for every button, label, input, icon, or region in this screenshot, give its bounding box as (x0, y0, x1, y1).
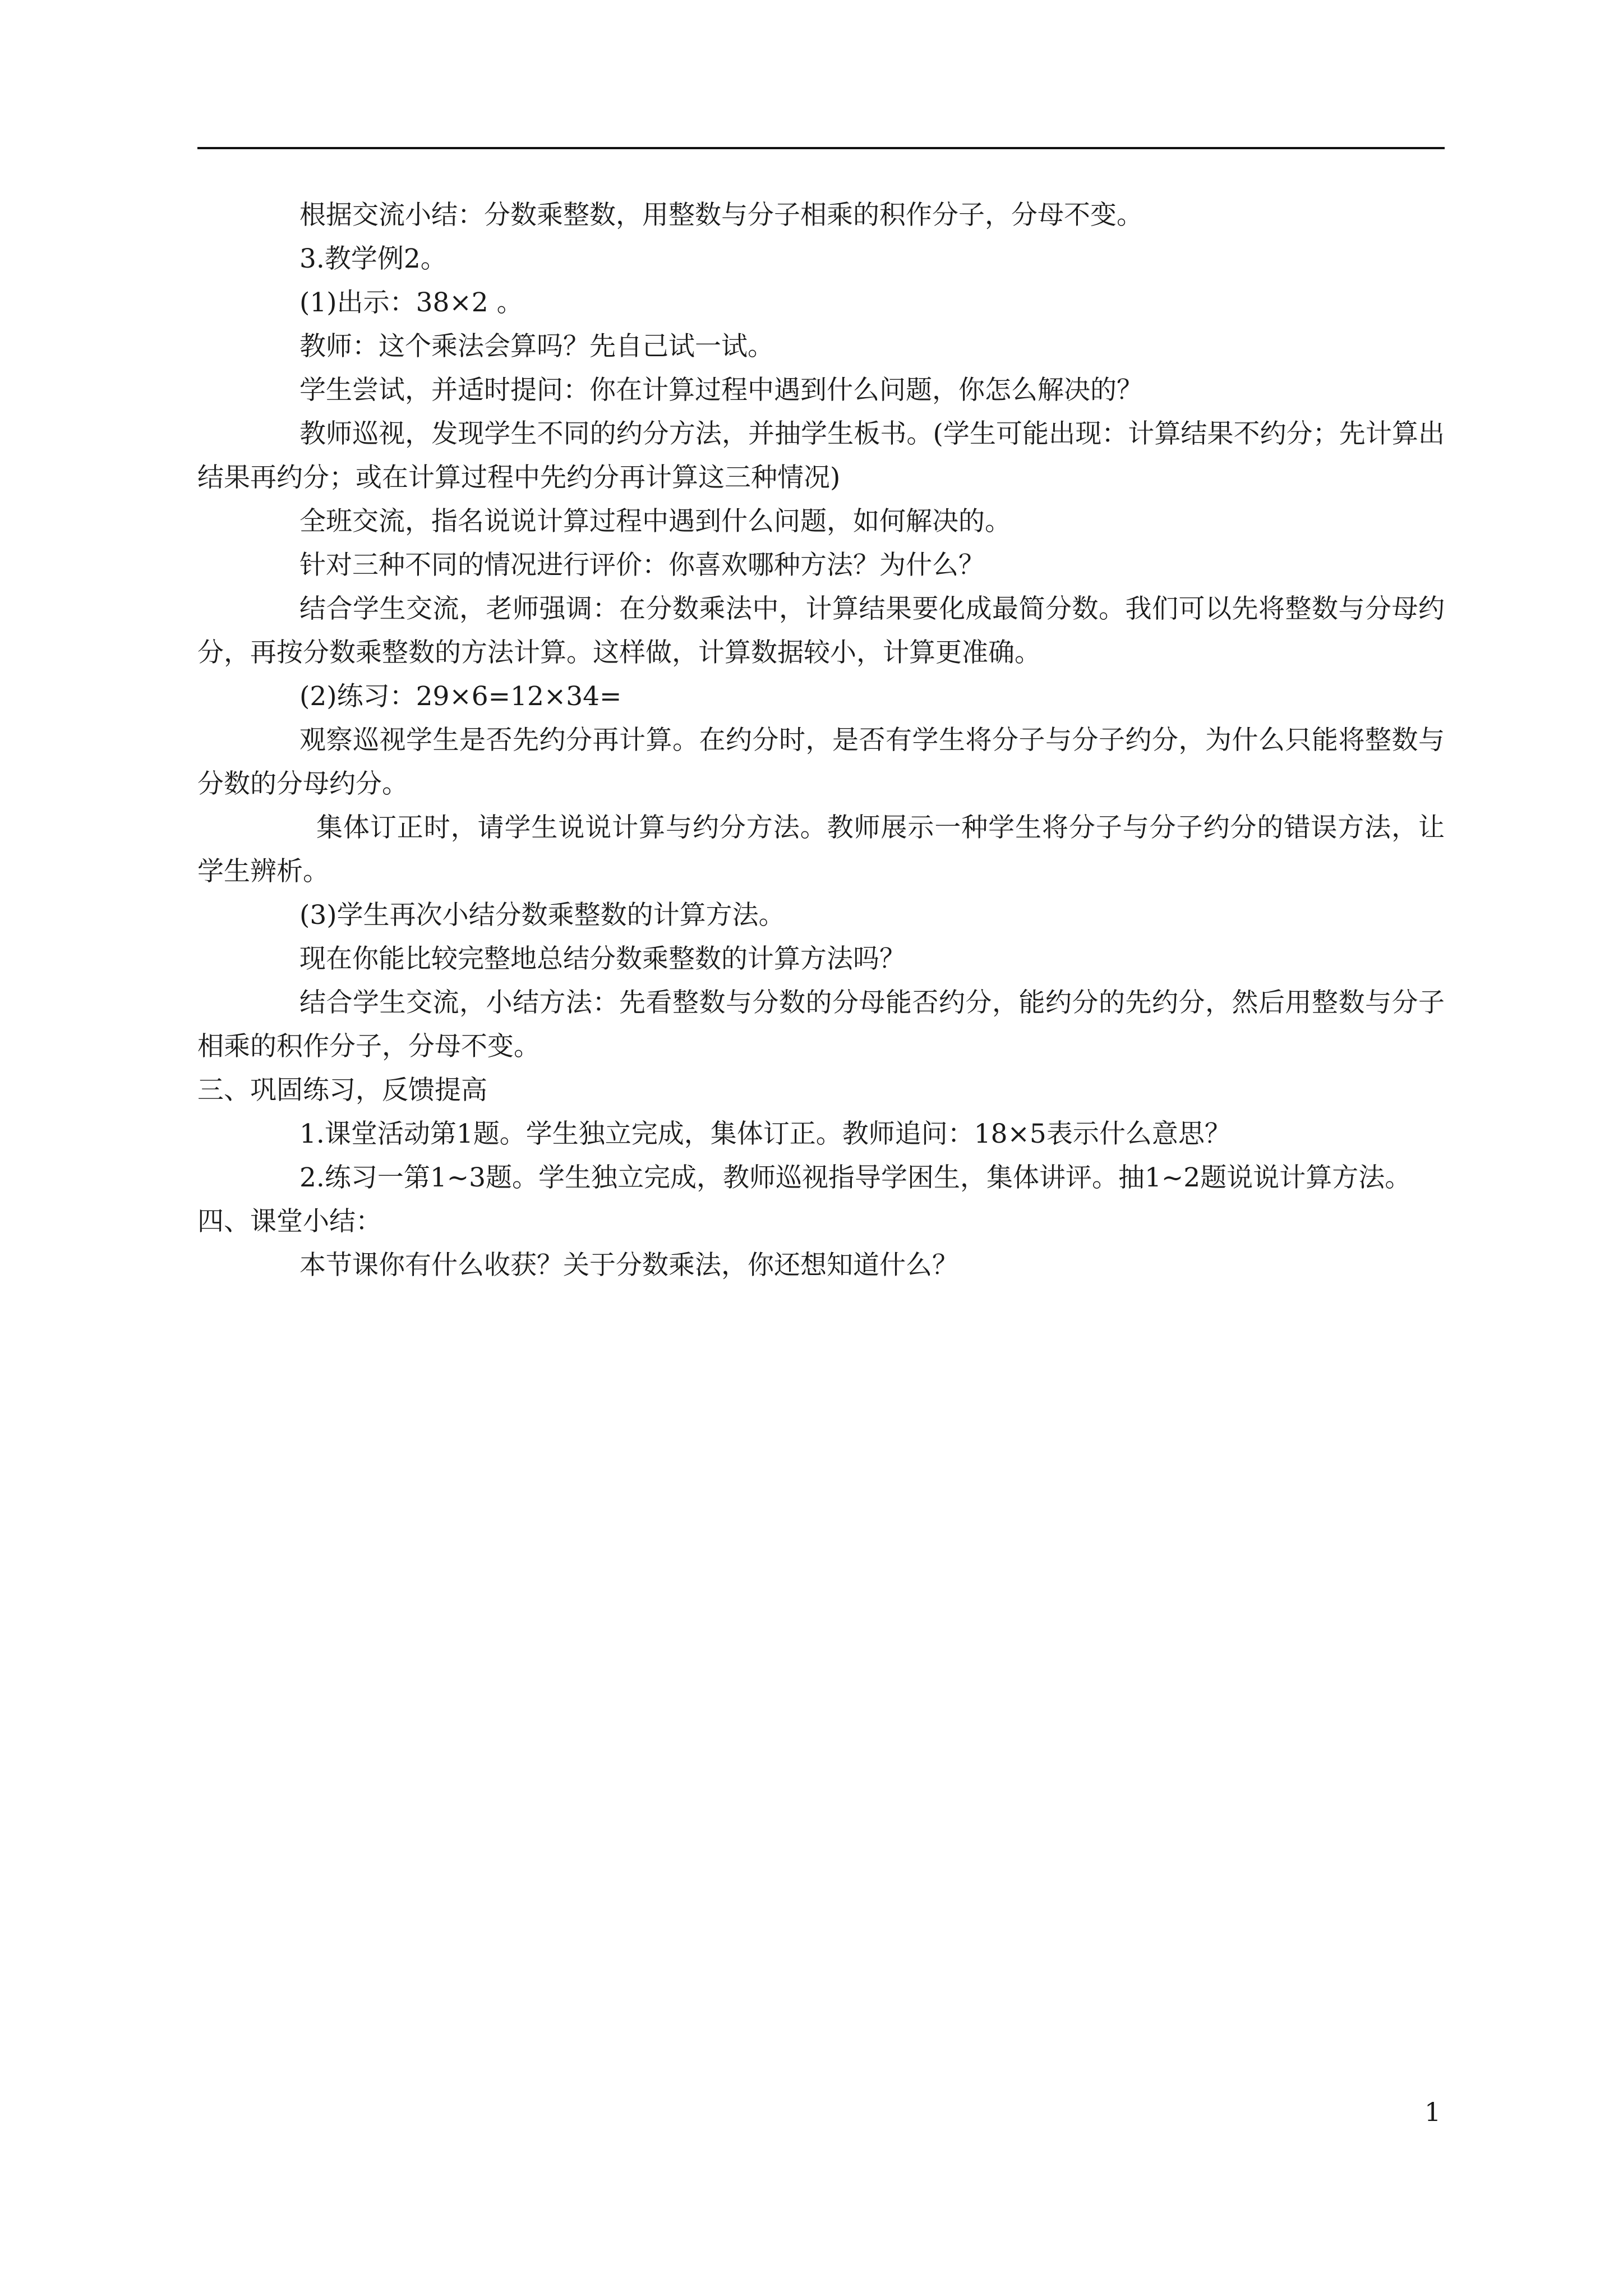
section-heading: 四、课堂小结： (197, 1206, 382, 1237)
section-heading: 三、巩固练习，反馈提高 (197, 1075, 487, 1106)
paragraph: 学生尝试，并适时提问：你在计算过程中遇到什么问题，你怎么解决的？ (299, 375, 1143, 406)
paragraph: 集体订正时，请学生说说计算与约分方法。教师展示一种学生将分子与分子约分的错误方法，让学生辨析。 (197, 812, 1445, 887)
paragraph: 针对三种不同的情况进行评价：你喜欢哪种方法？为什么？ (299, 550, 985, 581)
paragraph: (3)学生再次小结分数乘整数的计算方法。 (299, 900, 785, 931)
paragraph: 教师：这个乘法会算吗？先自己试一试。 (299, 331, 774, 362)
paragraph: 教师巡视，发现学生不同的约分方法，并抽学生板书。(学生可能出现：计算结果不约分；先计算出结果再约分；或在计算过程中先约分再计算这三种情况) (197, 418, 1445, 493)
header-rule (197, 147, 1445, 149)
paragraph: 现在你能比较完整地总结分数乘整数的计算方法吗？ (299, 944, 906, 974)
paragraph: 1.课堂活动第1题。学生独立完成，集体订正。教师追问：18×5表示什么意思？ (299, 1119, 1231, 1149)
document-body (197, 194, 1445, 1287)
paragraph: 根据交流小结：分数乘整数，用整数与分子相乘的积作分子，分母不变。 (299, 200, 1143, 231)
page-number: 1 (1424, 2097, 1441, 2127)
paragraph: 结合学生交流，小结方法：先看整数与分数的分母能否约分，能约分的先约分，然后用整数与分子相乘的积作分子，分母不变。 (197, 987, 1445, 1062)
paragraph: 全班交流，指名说说计算过程中遇到什么问题，如何解决的。 (299, 506, 1011, 537)
paragraph: 2.练习一第1~3题。学生独立完成，教师巡视指导学困生，集体讲评。抽1~2题说说计算方法。 (299, 1162, 1412, 1193)
paragraph: 结合学生交流，老师强调：在分数乘法中，计算结果要化成最简分数。我们可以先将整数与分母约分，再按分数乘整数的方法计算。这样做，计算数据较小，计算更准确。 (197, 593, 1445, 668)
paragraph: 观察巡视学生是否先约分再计算。在约分时，是否有学生将分子与分子约分，为什么只能将整数与分数的分母约分。 (197, 725, 1445, 799)
paragraph: 本节课你有什么收获？关于分数乘法，你还想知道什么？ (299, 1250, 958, 1281)
paragraph: (2)练习：29×6=12×34= (299, 681, 622, 712)
paragraph: (1)出示：38×2 。 (299, 287, 523, 318)
paragraph: 3.教学例2。 (299, 243, 447, 274)
